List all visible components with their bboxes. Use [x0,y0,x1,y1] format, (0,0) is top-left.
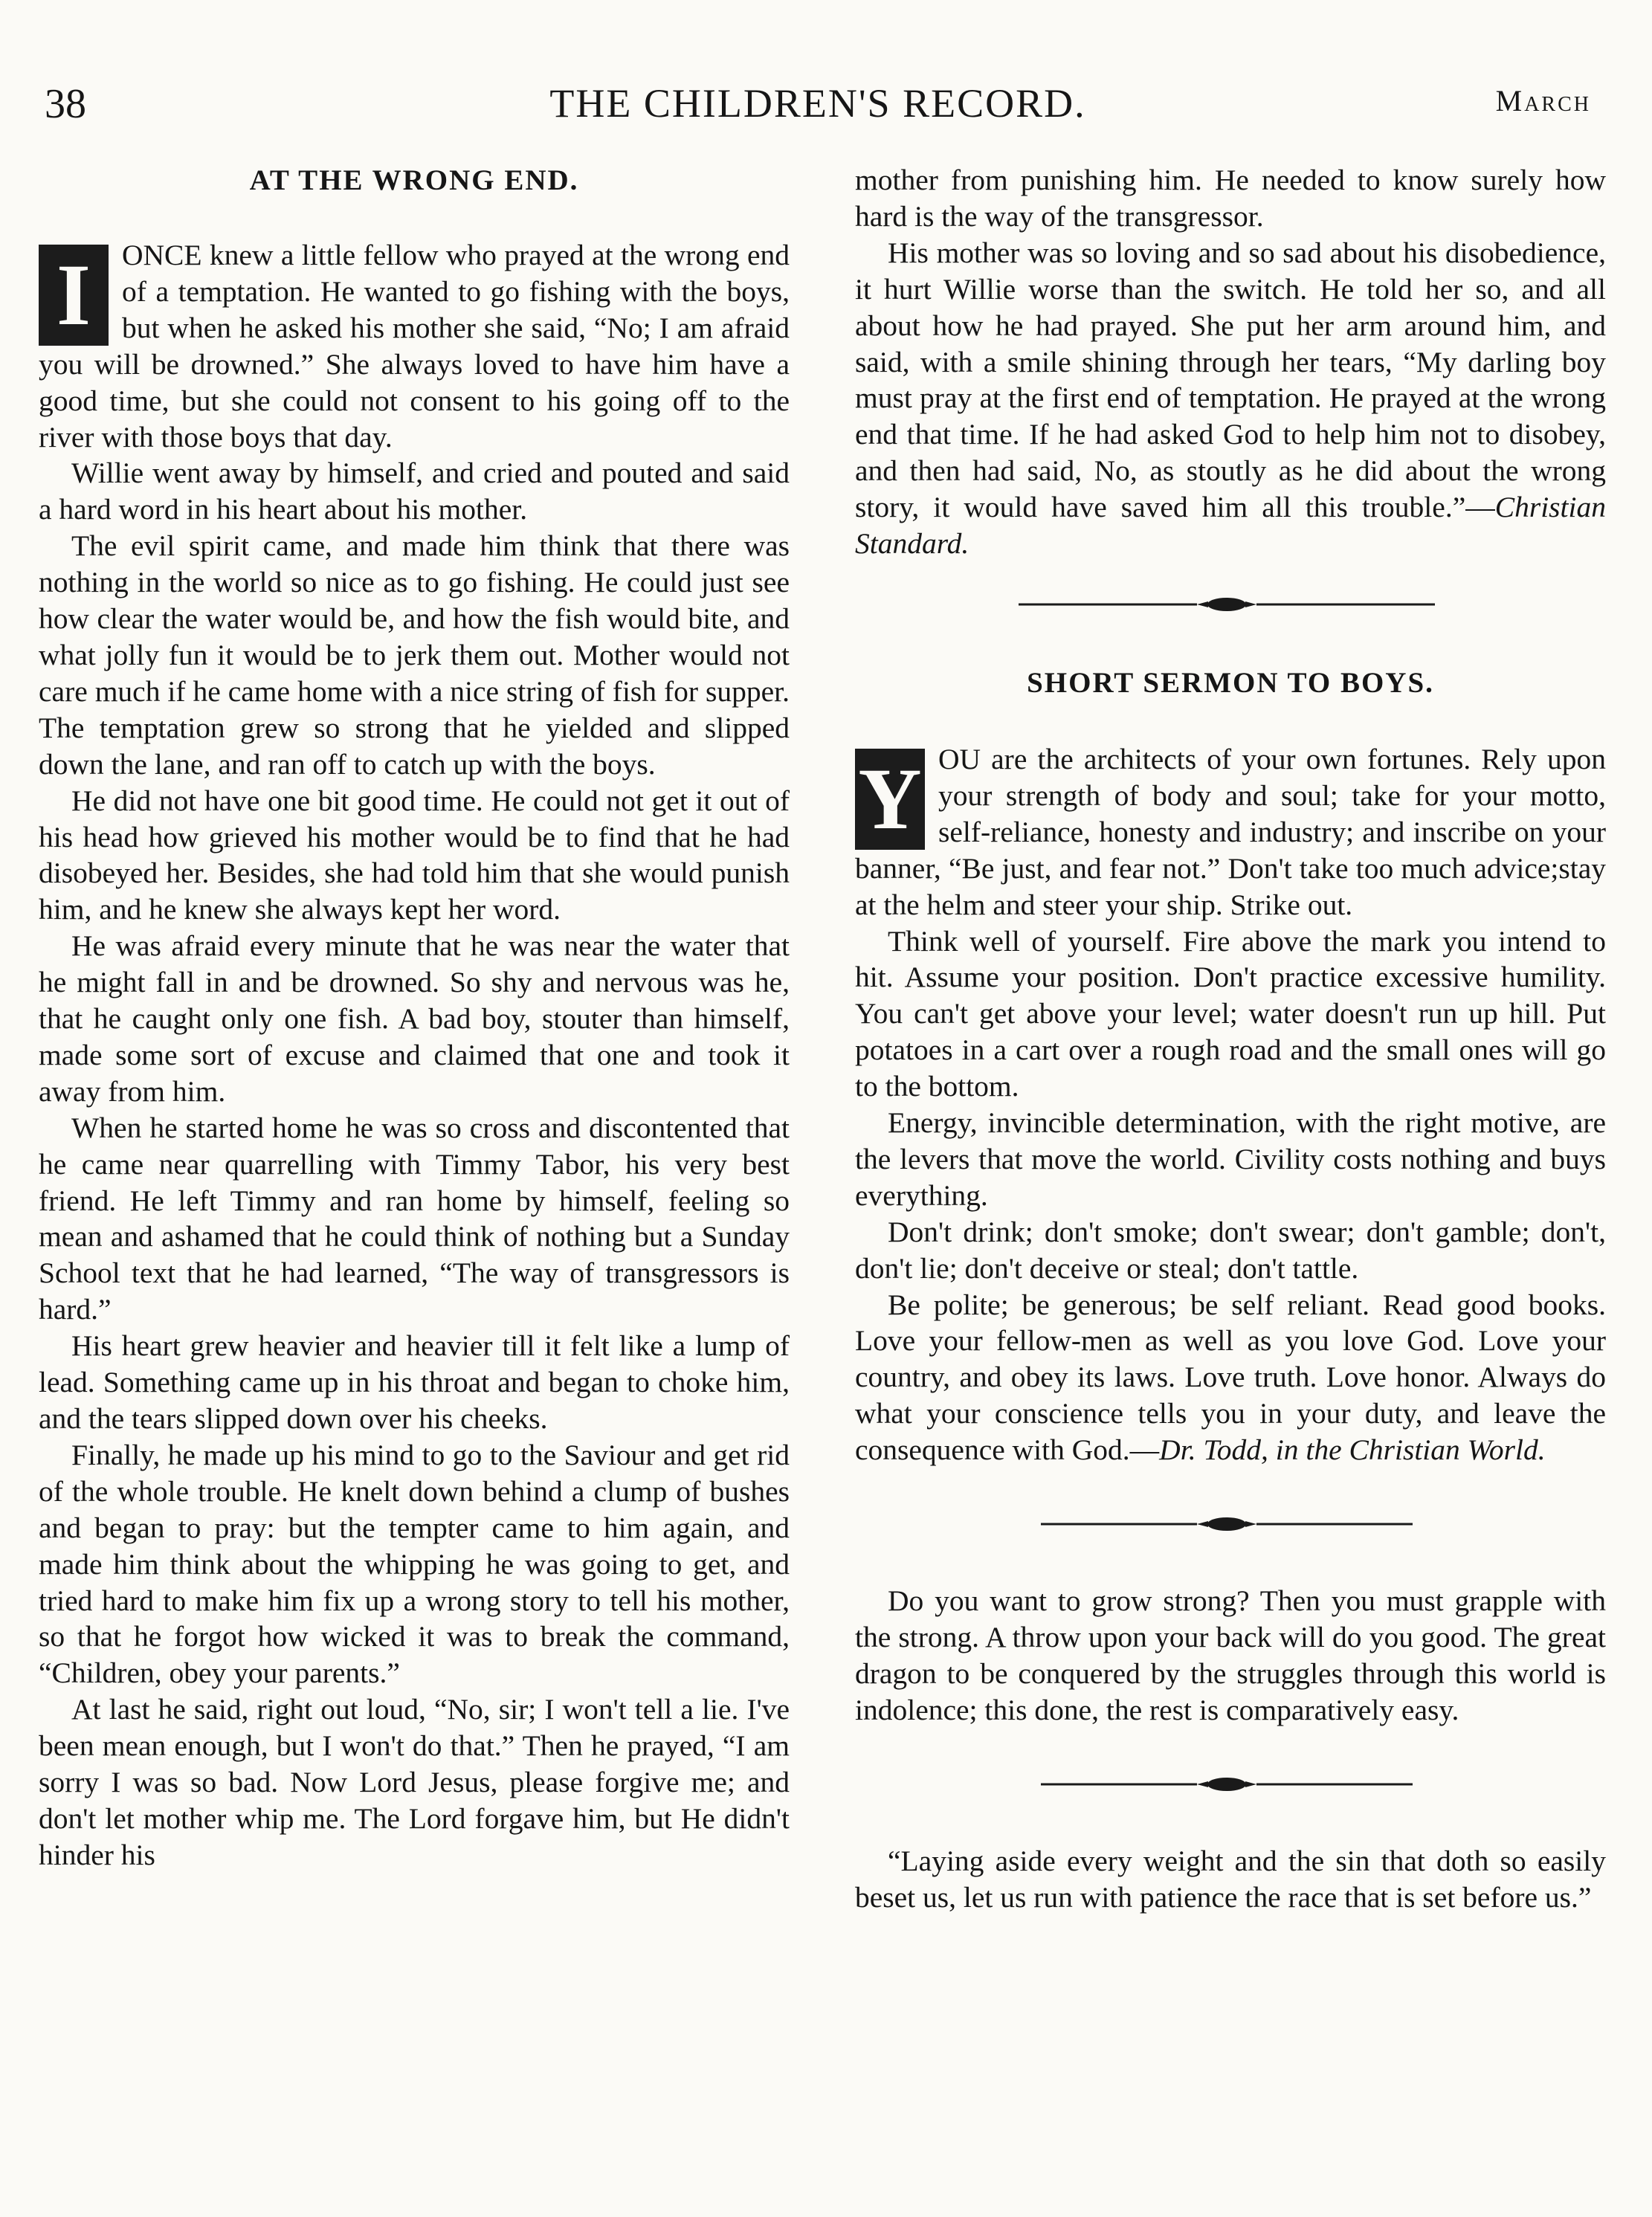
ornament-divider-2 [855,1508,1606,1538]
article1-paragraph-5: He was afraid every minute that he was near the water that he might fall in and be drowned. So shy and nervous was he, that he caught only one fish. A bad boy, stouter than himself, made some sort of excuse and claimed that one and took it away from him. [39,929,790,1108]
article2-paragraph-1: Y OU are the architects of your own fortunes. Rely upon your strength of body and soul; take for your motto, self-reliance, honesty and industry; and inscribe on your banner, “Be just, and fear not.” Don't take too much advice;stay at the helm and steer your ship. Strike out. [855,742,1606,921]
article2-paragraph-3: Energy, invincible determination, with the right motive, are the levers that move the world. Civility costs nothing and buys everything. [855,1106,1606,1212]
running-month: March [1495,84,1591,117]
left-column [39,162,790,1874]
article3-paragraph: Do you want to grow strong? Then you must grapple with the strong. A throw upon your back will do you good. The great dragon to be conquered by the struggles through this world is indolence; this done, the rest is comparatively easy. [855,1584,1606,1726]
dropcap-y-icon: Y [855,749,925,850]
article4-quote: “Laying aside every weight and the sin that doth so easily beset us, let us run with patience the race that is set before us.” [855,1844,1606,1914]
article2-paragraph-4: Don't drink; don't smoke; don't swear; don't gamble; don't, don't lie; don't deceive or steal; don't tattle. [855,1215,1606,1285]
right-column [855,162,1606,1916]
article-title-wrong-end: AT THE WRONG END. [249,164,579,196]
article2-source: Dr. Todd, in the Christian World. [1159,1433,1546,1467]
article1-paragraph-2: Willie went away by himself, and cried and pouted and said a hard word in his heart about his mother. [39,456,790,526]
article1-source: Christian Standard. [855,491,1606,561]
article1-paragraph-10: mother from punishing him. He needed to know surely how hard is the way of the transgressor. [855,164,1606,233]
article1-paragraph-7: His heart grew heavier and heavier till it felt like a lump of lead. Something came up in his throat and began to choke him, and the tears slipped down over his cheeks. [39,1329,790,1435]
article1-paragraph-9: At last he said, right out loud, “No, sir; I won't tell a lie. I've been mean enough, but I won't do that.” Then he prayed, “I am sorry I was so bad. Now Lord Jesus, please forgive me; and don't let mother whip me. The Lord forgave him, but He didn't hinder his [39,1693,790,1871]
ornament-divider-3 [855,1769,1606,1798]
article1-paragraph-4: He did not have one bit good time. He could not get it out of his head how grieved his mother would be to find that he had disobeyed her. Besides, she had told him that she would punish him, and he knew she always kept her word. [39,784,790,926]
article1-paragraph-8: Finally, he made up his mind to go to the Saviour and get rid of the whole trouble. He knelt down behind a clump of bushes and began to pray: but the tempter came to him again, and made him think about the whipping he was going to get, and tried hard to make him fix up a wrong story to tell his mother, so that he forgot how wicked it was to break the command, “Children, obey your parents.” [39,1438,790,1690]
running-header [45,80,1591,132]
article1-paragraph-1: I ONCE knew a little fellow who prayed at the wrong end of a temptation. He wanted to go fishing with the boys, but when he asked his mother she said, “No; I am afraid you will be drowned.” She always loved to have him have a good time, but she could not consent to his going off to the river with those boys that day. [39,239,790,454]
article1-paragraph-6: When he started home he was so cross and discontented that he came near quarrelling with Timmy Tabor, his very best friend. He left Timmy and ran home by himself, feeling so mean and ashamed that he could think of nothing but a Sunday School text that he had learned, “The way of transgressors is hard.” [39,1111,790,1326]
article-title-short-sermon: SHORT SERMON TO BOYS. [1027,666,1434,699]
ornament-rule-icon [1019,593,1435,616]
article2-paragraph-2: Think well of yourself. Fire above the mark you intend to hit. Assume your position. Don't practice excessive humility. You can't get above your level; water doesn't run up hill. Put potatoes in a cart over a rough road and the small ones will go to the bottom. [855,924,1606,1103]
ornament-divider-1 [855,589,1606,619]
page-number: 38 [45,81,86,127]
dropcap-i-icon: I [39,245,109,346]
article2-paragraph-5: Be polite; be generous; be self reliant. Read good books. Love your fellow-men as well as you love God. Love your country, and obey its laws. Love truth. Love honor. Always do what your conscience tells you in your duty, and leave the consequence with God.—Dr. Todd, in the Christian World. [855,1288,1606,1467]
article1-paragraph-3: The evil spirit came, and made him think that there was nothing in the world so nice as to go fishing. He could just see how clear the water would be, and how the fish would bite, and what jolly fun it would be to jerk them out. Mother would not care much if he came home with a nice string of fish for supper. The temptation grew so strong that he yielded and slipped down the lane, and ran off to catch up with the boys. [39,529,790,781]
article1-paragraph-11: His mother was so loving and so sad about his disobedience, it hurt Willie worse than the switch. He told her so, and all about how he had prayed. She put her arm around him, and said, with a smile shining through her tears, “My darling boy must pray at the first end of temptation. He prayed at the wrong end that time. If he had asked God to help him not to disobey, and then had said, No, as stoutly as he did about the wrong story, it would have saved him all this trouble.”—Christian Standard. [855,236,1606,561]
ornament-rule-icon [1041,1773,1413,1795]
ornament-rule-icon [1041,1513,1413,1535]
running-title: THE CHILDREN'S RECORD. [549,81,1086,126]
